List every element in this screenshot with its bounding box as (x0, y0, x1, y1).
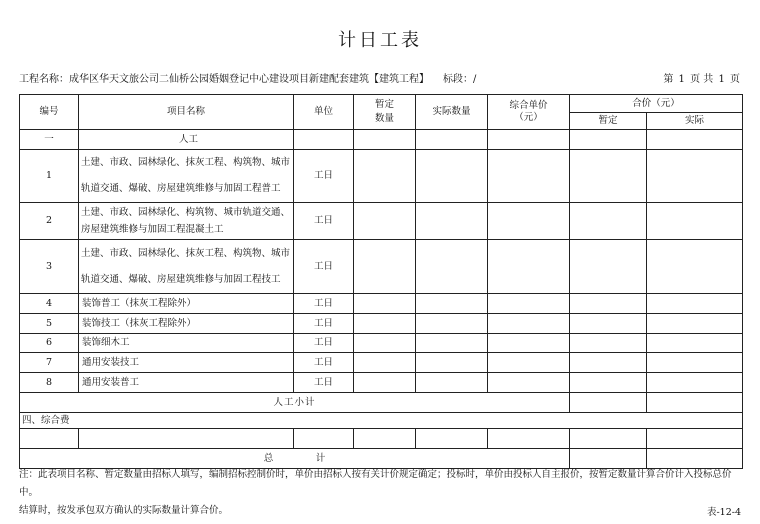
labor-section-no: 一 (20, 130, 79, 150)
table-row (20, 240, 743, 294)
row-unit: 工日 (294, 314, 354, 334)
row-unit: 工日 (294, 203, 354, 240)
labor-section-name: 人工 (79, 130, 294, 150)
row-item: 装饰技工（抹灰工程除外） (79, 314, 294, 334)
header-tentative: 暂定 (570, 113, 647, 130)
row-item (79, 150, 294, 203)
row-unit: 工日 (294, 240, 354, 294)
misc-section-row (20, 413, 743, 429)
row-item: 通用安装技工 (79, 353, 294, 373)
row-unit: 工日 (294, 294, 354, 314)
page-number (662, 70, 741, 85)
header-item: 项目名称 (79, 95, 294, 130)
row-no: 3 (20, 240, 79, 294)
row-unit: 工日 (294, 150, 354, 203)
section-label: 标段： (443, 74, 473, 85)
table-row (20, 150, 743, 203)
project-name: 成华区华天文旅公司二仙桥公园婚姻登记中心建设项目新建配套建筑【建筑工程】 (69, 74, 429, 85)
day-work-table (19, 94, 743, 469)
row-unit: 工日 (294, 373, 354, 393)
footnote-line2: 结算时，按发承包双方确认的实际数量计算合价。 (19, 505, 229, 516)
row-no: 4 (20, 294, 79, 314)
page-mid: 页 共 (690, 74, 714, 85)
page-current: 1 (678, 74, 685, 85)
header-actual-qty: 实际数量 (416, 95, 488, 130)
total-label-b: 计 (315, 452, 326, 464)
labor-subtotal-label: 人工小计 (20, 393, 570, 413)
row-no: 5 (20, 314, 79, 334)
table-row (20, 373, 743, 393)
header-unit-price (488, 95, 570, 130)
page-total: 1 (718, 74, 725, 85)
header-actual: 实际 (647, 113, 743, 130)
row-item: 装饰普工（抹灰工程除外） (79, 294, 294, 314)
page-suffix: 页 (730, 74, 740, 85)
row-unit: 工日 (294, 353, 354, 373)
labor-subtotal-row (20, 393, 743, 413)
row-item-line2: 房屋建筑维修与加固工程混凝土工 (81, 224, 224, 235)
row-unit: 工日 (294, 334, 354, 353)
page-prefix: 第 (663, 74, 674, 85)
header-tentative-qty-text: 暂定数量 (374, 99, 394, 124)
page-title: 计日工表 (338, 30, 422, 51)
row-no: 8 (20, 373, 79, 393)
row-no: 1 (20, 150, 79, 203)
row-no: 7 (20, 353, 79, 373)
header-no: 编号 (20, 95, 79, 130)
header-unit-price-text: 综合单价 (509, 100, 548, 112)
row-item: 通用安装普工 (79, 373, 294, 393)
header-unit: 单位 (294, 95, 354, 130)
table-row (20, 334, 743, 353)
row-item-line1: 土建、市政、园林绿化、抹灰工程、构筑物、城市 (81, 247, 291, 259)
row-no: 2 (20, 203, 79, 240)
footnote-line1: 注：此表项目名称、暂定数量由招标人填写，编制招标控制价时，单价由招标人按有关计价规定确定；投标时，单价由投标人自主报价，按暂定数量计算合价计入投标总价中。 (19, 469, 732, 498)
row-item-line2: 轨道交通、爆破、房屋建筑维修与加固工程技工 (81, 273, 281, 285)
header-tentative-qty (354, 95, 416, 130)
table-row (20, 294, 743, 314)
row-item-line1: 土建、市政、园林绿化、抹灰工程、构筑物、城市 (81, 157, 291, 168)
section-value: / (473, 74, 477, 85)
header-row (20, 95, 743, 113)
table-row (20, 203, 743, 240)
project-name-label: 工程名称： (19, 74, 69, 85)
header-unit-price-unit: （元） (514, 112, 543, 123)
misc-section-label: 四、综合费 (20, 413, 743, 429)
project-info (19, 70, 476, 85)
table-number: 表-12-4 (706, 507, 741, 518)
footnote (19, 466, 749, 520)
table-row (20, 353, 743, 373)
misc-row (20, 429, 743, 449)
row-item-line2: 轨道交通、爆破、房屋建筑维修与加固工程普工 (81, 183, 281, 194)
row-no: 6 (20, 334, 79, 353)
header-total-price: 合价（元） (570, 95, 743, 113)
labor-section-row (20, 130, 743, 150)
row-item: 装饰细木工 (79, 334, 294, 353)
row-item (79, 203, 294, 240)
table-row (20, 314, 743, 334)
row-item-line1: 土建、市政、园林绿化、构筑物、城市轨道交通、 (81, 207, 291, 218)
row-item (79, 240, 294, 294)
total-label-a: 总 (263, 452, 274, 464)
